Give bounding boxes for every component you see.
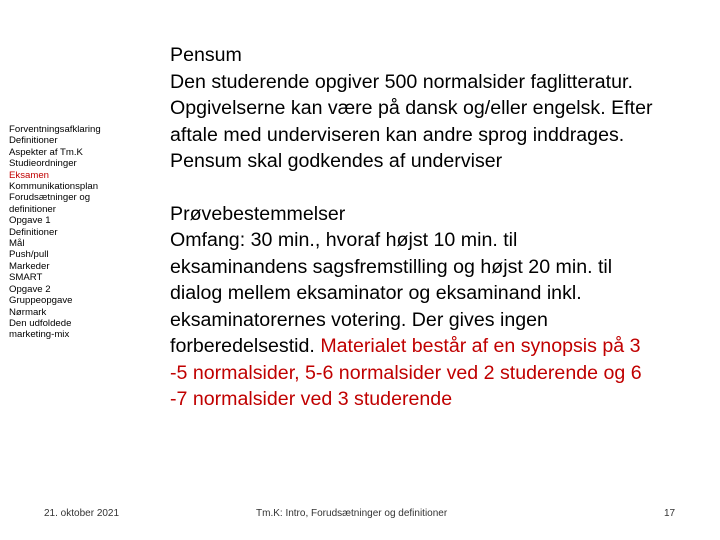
sidebar-item-studieordninger[interactable]: Studieordninger xyxy=(9,158,77,170)
sidebar-item-eksamen[interactable]: Eksamen xyxy=(9,169,49,181)
provebestemmelser-line: dialog mellem eksaminator og eksaminand inkl. xyxy=(170,282,582,304)
sidebar-item-definitioner-2[interactable]: Definitioner xyxy=(9,226,58,238)
pensum-section xyxy=(170,42,710,175)
sidebar-item-smart[interactable]: SMART xyxy=(9,272,43,284)
sidebar-item-den-udfoldede[interactable]: Den udfoldede xyxy=(9,317,72,329)
provebestemmelser-line: Omfang: 30 min., hvoraf højst 10 min. til xyxy=(170,229,518,251)
sidebar-item-normark[interactable]: Nørmark xyxy=(9,306,47,318)
pensum-heading: Pensum xyxy=(170,44,242,66)
page-number: 17 xyxy=(664,508,676,519)
sidebar-item-forudsaetninger-cont[interactable]: definitioner xyxy=(9,203,56,215)
synopsis-highlight-text: -5 normalsider, 5-6 normalsider ved 2 studerende og 6 xyxy=(170,361,642,384)
provebestemmelser-line xyxy=(170,333,710,360)
sidebar-item-definitioner[interactable]: Definitioner xyxy=(9,135,58,147)
sidebar-item-push-pull[interactable]: Push/pull xyxy=(9,249,49,261)
footer-title: Tm.K: Intro, Forudsætninger og definitioner xyxy=(256,508,448,519)
provebestemmelser-heading: Prøvebestemmelser xyxy=(170,202,346,225)
provebestemmelser-line: eksaminatorernes votering. Der gives ingen xyxy=(170,308,548,331)
sidebar-item-kommunikationsplan[interactable]: Kommunikationsplan xyxy=(9,181,99,193)
provebestemmelser-line: eksaminandens sagsfremstilling og højst 20 min. til xyxy=(170,255,613,278)
sidebar-item-markeder[interactable]: Markeder xyxy=(9,260,50,272)
sidebar-outline xyxy=(9,124,121,341)
sidebar-item-marketing-mix[interactable]: marketing-mix xyxy=(9,329,70,341)
slide-content xyxy=(170,42,710,413)
pensum-line: Opgivelserne kan være på dansk og/eller engelsk. Efter xyxy=(170,97,653,119)
pensum-line: Den studerende opgiver 500 normalsider faglitteratur. xyxy=(170,70,633,93)
sidebar-item-opgave-2[interactable]: Opgave 2 xyxy=(9,283,51,295)
sidebar-item-opgave-1[interactable]: Opgave 1 xyxy=(9,215,51,227)
provebestemmelser-section xyxy=(170,201,710,413)
sidebar-item-maal[interactable]: Mål xyxy=(9,238,25,250)
forberedelsestid-text: forberedelsestid. xyxy=(170,335,321,357)
sidebar-item-forudsaetninger[interactable]: Forudsætninger og xyxy=(9,192,91,204)
sidebar-item-forventningsafklaring[interactable]: Forventningsafklaring xyxy=(9,124,101,135)
sidebar-item-gruppeopgave[interactable]: Gruppeopgave xyxy=(9,295,73,307)
synopsis-highlight-text: -7 normalsider ved 3 studerende xyxy=(170,388,453,410)
sidebar-item-aspekter[interactable]: Aspekter af Tm.K xyxy=(9,146,83,158)
footer-date: 21. oktober 2021 xyxy=(44,508,120,519)
pensum-line: aftale med underviseren kan andre sprog inddrages. xyxy=(170,123,625,146)
pensum-line: Pensum skal godkendes af underviser xyxy=(170,150,503,172)
synopsis-highlight-text: Materialet består af en synopsis på 3 xyxy=(320,335,641,357)
